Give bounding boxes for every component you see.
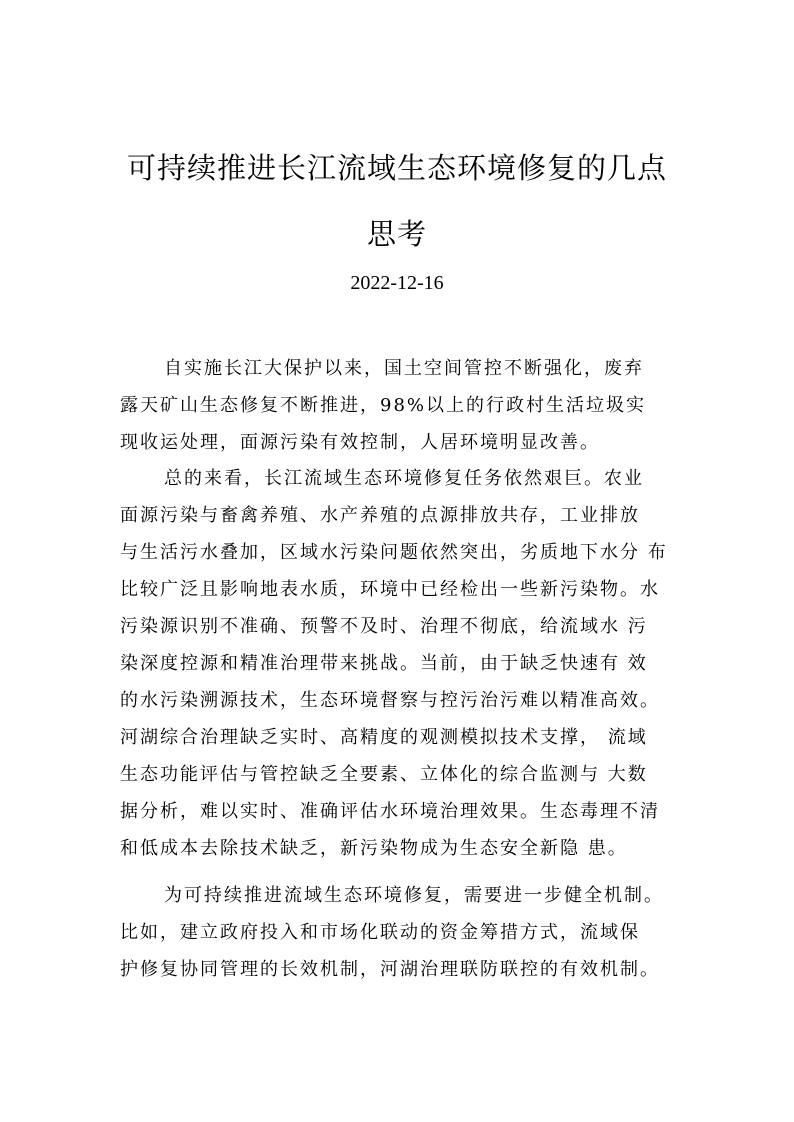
paragraph-line: 的水污染溯源技术，生态环境督察与控污治污难以精准高效。	[120, 690, 660, 711]
title-line-2: 思考	[366, 217, 427, 251]
paragraph-line: 与生活污水叠加，区域水污染问题依然突出，劣质地下水分 布	[120, 542, 668, 563]
paragraph-line: 据分析，难以实时、准确评估水环境治理效果。生态毒理不清	[120, 801, 660, 822]
title-line-1: 可持续推进长江流域生态环境修复的几点	[126, 151, 667, 185]
paragraph-line: 面源污染与畜禽养殖、水产养殖的点源排放共存，工业排放	[120, 505, 640, 526]
paragraph-line: 护修复协同管理的长效机制，河湖治理联防联控的有效机制。	[120, 959, 660, 980]
paragraph-line: 和低成本去除技术缺乏，新污染物成为生态安全新隐 患。	[120, 838, 628, 859]
paragraph-line: 生态功能评估与管控缺乏全要素、立体化的综合监测与 大数	[120, 764, 648, 785]
paragraph-line: 河湖综合治理缺乏实时、高精度的观测模拟技术支撑， 流域	[120, 727, 648, 748]
paragraph-line: 污染源识别不准确、预警不及时、治理不彻底，给流域水 污	[120, 616, 648, 637]
paragraph-line: 比如，建立政府投入和市场化联动的资金筹措方式，流域保	[120, 922, 640, 943]
paragraph-line: 自实施长江大保护以来，国土空间管控不断强化，废弃	[164, 358, 644, 379]
paragraph-line: 露天矿山生态修复不断推进，98%以上的行政村生活垃圾实	[120, 395, 647, 416]
paragraph-line: 现收运处理，面源污染有效控制，人居环境明显改善。	[120, 432, 600, 453]
publish-date: 2022-12-16	[350, 272, 444, 294]
paragraph-line: 总的来看，长江流域生态环境修复任务依然艰巨。农业	[164, 468, 644, 489]
paragraph-line: 染深度控源和精准治理带来挑战。当前，由于缺乏快速有 效	[120, 653, 648, 674]
paragraph-line: 为可持续推进流域生态环境修复，需要进一步健全机制。	[164, 885, 664, 906]
paragraph-line: 比较广泛且影响地表水质，环境中已经检出一些新污染物。水	[120, 579, 660, 600]
